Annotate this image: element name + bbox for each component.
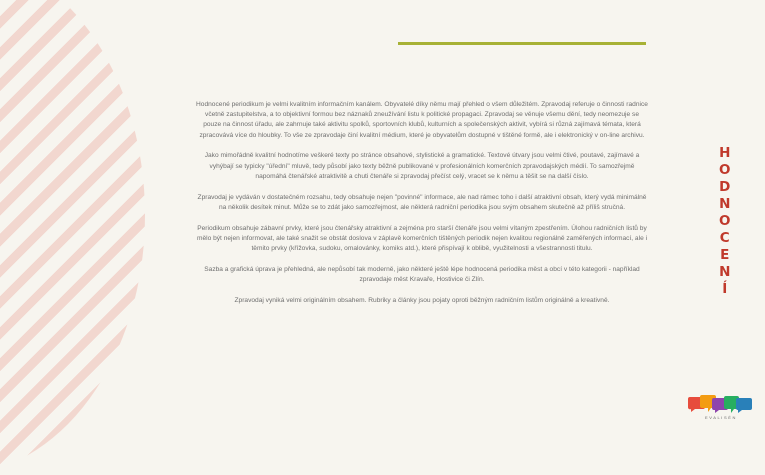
- decorative-striped-circle: [0, 0, 145, 475]
- speech-bubbles-logo-icon: [688, 393, 754, 415]
- paragraph: Jako mimořádně kvalitní hodnotíme veškeré texty po stránce obsahové, stylistické a gramatické. Textové útvary jsou velmi čtivé, poutavé, zajímavé a vyhýbají se typicky "úřední" mluvě, tedy působí jako texty běžně publikované v profesionálních komerčních zpravodajských médií. To samozřejmě napomáhá čtenářské atraktivitě a chuti čtenáře si zpravodaj přečíst celý, vracet se k němu a těšit se na další číslo.: [204, 152, 640, 180]
- accent-line: [398, 42, 646, 45]
- paragraph: Periodikum obsahuje zábavní prvky, které jsou čtenářsky atraktivní a zejména pro starší čtenáře jsou velmi vítaným zpestřením. Úlohou radničních listů by mělo být nejen informovat, ale také snažit se obstát doslova v záplavě komerčních tištěných periodik nejen kvalitou regionálně zaměřených informací, ale i těmito prvky (křížovka, sudoku, omalovánky, komiks atd.), které přispívají k oblibě, využitelnosti a všestrannosti titulu.: [196, 224, 648, 253]
- paragraph: Zpravodaj vyniká velmi originálním obsahem. Rubriky a články jsou pojaty oproti běžným radničním listům originálně a kreativně.: [234, 296, 610, 304]
- paragraph: Sazba a grafická úprava je přehledná, ale nepůsobí tak moderně, jako některé ještě lépe hodnocená periodika měst a obcí v této kategorii - například zpravodaje měst Kravaře, Hostivice či Zlín.: [204, 265, 640, 284]
- logo-text: EVALISÉN: [704, 415, 738, 420]
- evaluation-text: [196, 100, 648, 317]
- page-title: [712, 145, 736, 298]
- paragraph: Hodnocené periodikum je velmi kvalitním informačním kanálem. Obyvatelé díky němu mají přehled o všem důležitém. Zpravodaj referuje o činnosti radnice včetně zastupitelstva, a to objektivní formou bez náznaků zneužívání listu k politické propagaci. Zpravodaj se věnuje všemu dění, tedy neomezuje se pouze na činnost úřadu, ale zahrnuje také aktivitu spolků, sportovních klubů, kulturních a společenských aktivit, vybírá si různá zajímavá témata, která zpracovává více do hloubky. To vše ze zpravodaje činí kvalitní médium, které je obyvatelům dostupné v tištěné formě, ale i elektronický v on-line archivu.: [196, 101, 648, 139]
- page-title-text: HODNOCENÍ: [716, 145, 733, 298]
- paragraph: Zpravodaj je vydáván v dostatečném rozsahu, tedy obsahuje nejen "povinné" informace, ale nad rámec toho i další atraktivní obsah, který vydá minimálně na několik desítek minut. Může se to zdát jako samozřejmost, ale některá radniční periodika jsou svým obsahem skutečně až příliš stručná.: [197, 193, 647, 211]
- brand-logo: [688, 393, 754, 423]
